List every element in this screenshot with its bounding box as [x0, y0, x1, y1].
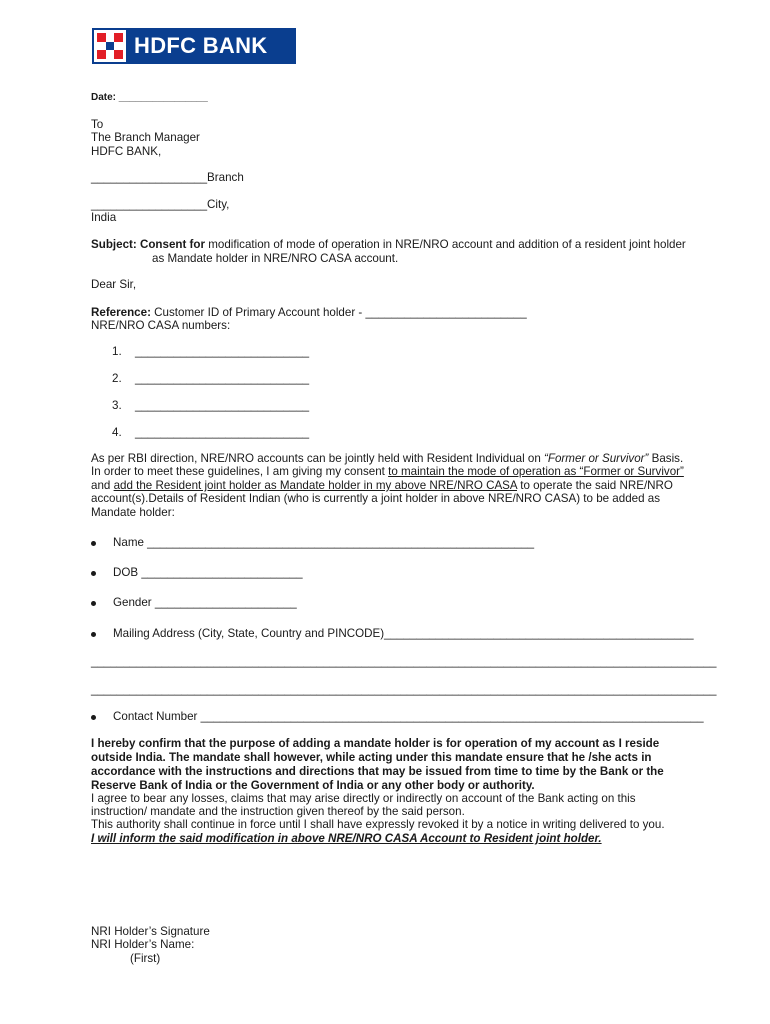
first-name-label: (First): [130, 952, 161, 965]
reference-line: [91, 306, 527, 320]
address-branch: __________________Branch: [91, 171, 244, 184]
address-bank: HDFC BANK,: [91, 145, 162, 158]
casa-number-3-blank: ___________________________: [135, 399, 310, 412]
mailing-address-line-3[interactable]: _________________________________________________________________________________________________: [91, 683, 717, 696]
casa-number-2-label: 2.: [112, 372, 122, 385]
body-line-1: [91, 452, 683, 466]
losses-line-2: instruction/ mandate and the instruction given thereof by the said person.: [91, 805, 465, 818]
bullet-icon: [91, 571, 96, 576]
inform-statement: I will inform the said modification in above NRE/NRO CASA Account to Resident joint holder.: [91, 832, 602, 845]
bullet-icon: [91, 541, 96, 546]
hdfc-logo-mark-icon: [94, 30, 126, 62]
subject-line-2: as Mandate holder in NRE/NRO CASA account.: [152, 252, 399, 265]
body-text: and: [91, 479, 114, 492]
subject-line-1: [91, 238, 686, 252]
bullet-icon: [91, 601, 96, 606]
body-line-3: [91, 479, 673, 493]
name-field[interactable]: Name ____________________________________________________________: [113, 536, 535, 549]
reference-text: Customer ID of Primary Account holder - _________________________: [150, 306, 527, 319]
casa-number-1-label: 1.: [112, 345, 122, 358]
dob-field[interactable]: DOB _________________________: [113, 566, 303, 579]
casa-number-1-blank: ___________________________: [135, 345, 310, 358]
casa-numbers-label: NRE/NRO CASA numbers:: [91, 319, 231, 332]
salutation: Dear Sir,: [91, 278, 137, 291]
casa-number-4-label: 4.: [112, 426, 122, 439]
body-text: As per RBI direction, NRE/NRO accounts can be jointly held with Resident Individual on: [91, 452, 545, 465]
authority-line: This authority shall continue in force until I shall have expressly revoked it by a notice in writing delivered to you.: [91, 818, 665, 831]
subject-text-1: modification of mode of operation in NRE/NRO account and addition of a resident joint holder: [205, 238, 686, 251]
body-text: In order to meet these guidelines, I am giving my consent: [91, 465, 389, 478]
holder-name-label: NRI Holder’s Name:: [91, 938, 195, 951]
body-line-2: [91, 465, 684, 479]
logo-text: HDFC BANK: [134, 33, 268, 58]
consent-underlined: to maintain the mode of operation as “Former or Survivor”: [388, 465, 684, 478]
confirmation-line-2: outside India. The mandate shall however, while acting under this mandate ensure that he /she acts in: [91, 751, 652, 764]
reference-label: Reference:: [91, 306, 151, 319]
subject-label: Subject: Consent for: [91, 238, 206, 251]
signature-label: NRI Holder’s Signature: [91, 925, 210, 938]
confirmation-line-3: accordance with the instructions and directions that may be issued from time to time by the Bank or the: [91, 765, 664, 778]
body-text: Basis.: [648, 452, 684, 465]
address-manager: The Branch Manager: [91, 131, 200, 144]
address-country: India: [91, 211, 117, 224]
date-line: Date: ________________: [91, 92, 208, 103]
confirmation-line-1: I hereby confirm that the purpose of adding a mandate holder is for operation of my account as I reside: [91, 737, 660, 750]
mailing-address-field[interactable]: Mailing Address (City, State, Country and PINCODE)________________________________________________: [113, 627, 694, 640]
body-text: to operate the said NRE/NRO: [517, 479, 673, 492]
address-city: __________________City,: [91, 198, 230, 211]
contact-number-field[interactable]: Contact Number ______________________________________________________________________________: [113, 710, 704, 723]
confirmation-line-4: Reserve Bank of India or the Government of India or any other body or authority.: [91, 779, 535, 792]
losses-line-1: I agree to bear any losses, claims that may arise directly or indirectly on account of the Bank acting on this: [91, 792, 636, 805]
casa-number-2-blank: ___________________________: [135, 372, 310, 385]
address-to: To: [91, 118, 104, 131]
mailing-address-line-2[interactable]: _________________________________________________________________________________________________: [91, 655, 717, 668]
former-or-survivor-italic: “Former or Survivor”: [544, 452, 649, 465]
hdfc-bank-logo: [92, 28, 296, 64]
casa-number-3-label: 3.: [112, 399, 122, 412]
bullet-icon: [91, 715, 96, 720]
casa-number-4-blank: ___________________________: [135, 426, 310, 439]
body-line-5: Mandate holder:: [91, 506, 175, 519]
mandate-underlined: add the Resident joint holder as Mandate holder in my above NRE/NRO CASA: [113, 479, 517, 492]
gender-field[interactable]: Gender ______________________: [113, 596, 297, 609]
bullet-icon: [91, 632, 96, 637]
body-line-4: account(s).Details of Resident Indian (who is currently a joint holder in above NRE/NRO CASA) to be added as: [91, 492, 661, 505]
